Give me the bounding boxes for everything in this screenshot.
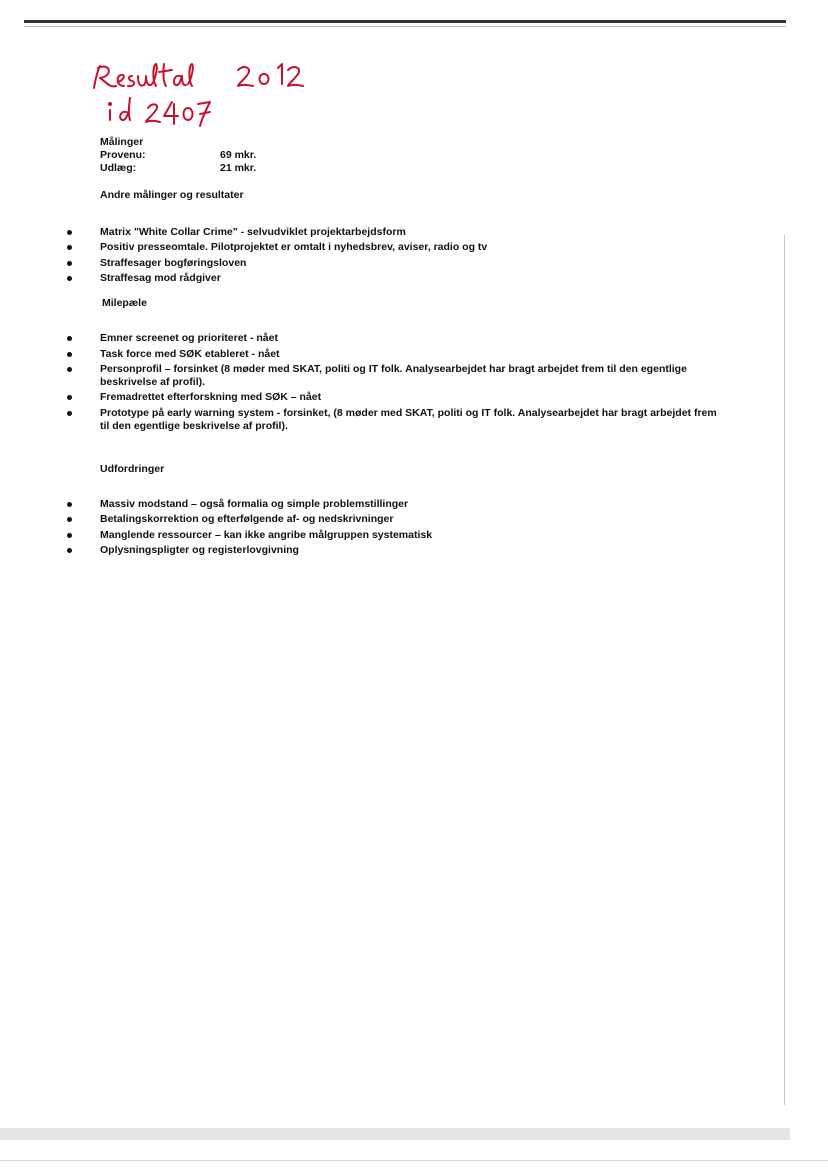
udfordringer-list [100,498,720,557]
milepaele-list [100,332,720,433]
measure-label: Udlæg: [100,162,137,174]
list-item: Oplysningspligter og registerlovgivning [100,544,720,557]
handwriting-drawing [88,62,348,142]
list-item: Manglende ressourcer – kan ikke angribe målgruppen systematisk [100,529,720,542]
list-item: Prototype på early warning system - forsinket, (8 møder med SKAT, politi og IT folk. Analysearbejdet har bragt arbejdet frem til den egentlige beskrivelse af profil). [100,407,720,433]
list-item: Betalingskorrektion og efterfølgende af- og nedskrivninger [100,513,720,526]
document-body [100,136,720,559]
header-rule [24,20,786,23]
list-item: Massiv modstand – også formalia og simple problemstillinger [100,498,720,511]
milepaele-heading: Milepæle [102,297,147,310]
andre-heading: Andre målinger og resultater [100,189,244,201]
malinger-heading: Målinger [100,136,144,148]
measure-row-udlaeg [100,162,720,175]
measure-value: 69 mkr. [220,149,257,161]
scan-bottom-line [0,1160,828,1161]
list-item: Positiv presseomtale. Pilotprojektet er omtalt i nyhedsbrev, aviser, radio og tv [100,241,720,254]
andre-list [100,226,720,285]
measure-label: Provenu: [100,149,146,161]
scan-edge-line [784,235,785,1105]
measure-row-provenu [100,149,720,162]
list-item: Personprofil – forsinket (8 møder med SKAT, politi og IT folk. Analysearbejdet har bragt arbejdet frem til den egentlige beskrivelse af profil). [100,363,720,389]
list-item: Straffesag mod rådgiver [100,272,720,285]
list-item: Emner screenet og prioriteret - nået [100,332,720,345]
list-item: Matrix "White Collar Crime" - selvudviklet projektarbejdsform [100,226,720,239]
measure-value: 21 mkr. [220,162,257,174]
handwritten-annotation [88,62,348,142]
header-rule-shadow [24,26,786,27]
list-item: Straffesager bogføringsloven [100,257,720,270]
list-item: Task force med SØK etableret - nået [100,348,720,361]
scan-bottom-band [0,1128,790,1140]
udfordringer-heading: Udfordringer [100,462,165,475]
list-item: Fremadrettet efterforskning med SØK – nået [100,391,720,404]
